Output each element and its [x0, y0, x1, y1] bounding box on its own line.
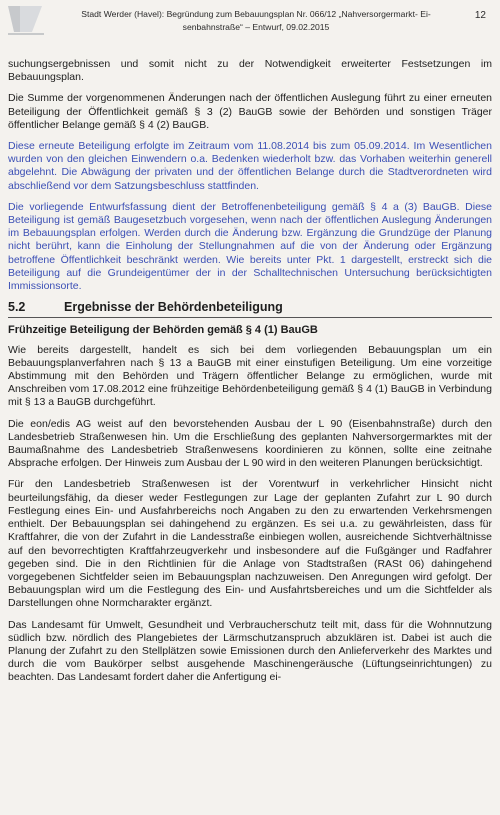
paragraph-highlighted: Die vorliegende Entwurfsfassung dient der Betroffenenbeteiligung gemäß § 4 a (3) BauGB. Diese Beteiligung ist gemäß Baugesetzbuch vorgesehen, wenn nach der öffentlichen Auslegung Änderungen im Bebauungsplan erfolgen. Werden durch die Änderung bzw. Ergänzung die Grundzüge der Planung nicht berührt, kann die Einholung der Stellungnahmen auf die von der Änderung oder Ergänzung betroffene Öffentlichkeit beschränkt werden. Wie bereits unter Pkt. 1 dargestellt, erstreckt sich die Beteiligung auf die Grundeigentümer der in der Schalltechnischen Untersuchung berücksichtigten Immissionsorte. [8, 200, 492, 293]
header-line-2: senbahnstraße“ – Entwurf, 09.02.2015 [182, 22, 330, 32]
paragraph-highlighted: Diese erneute Beteiligung erfolgte im Zeitraum vom 11.08.2014 bis zum 05.09.2014. Im Wesentlichen wurden von den gleichen Einwendern o.a. Bedenken wiederholt bzw. das Vorhaben weiterhin generell abgelehnt. Die Abwägung der privaten und der öffentlichen Belange durch die Stadtverordneten wird abschließend vor dem Satzungsbeschluss stattfinden. [8, 140, 492, 192]
section-number: 5.2 [8, 300, 26, 315]
paragraph: Das Landesamt für Umwelt, Gesundheit und Verbraucherschutz teilt mit, dass für die Wohnnutzung südlich bzw. nördlich des Plangebietes der Lärmschutzanspruch abzuklären ist. Dabei ist auch die Planung der Zufahrt zu den Stellplätzen sowie Emissionen durch den Anlieferverkehr des Marktes und durch die vom Baukörper selbst ausgehende Maschinengeräusche (Lüftungseinrichtungen) zu beachten. Das Landesamt fordert daher die Anfertigung ei- [8, 618, 492, 684]
paragraph: suchungsergebnissen und somit nicht zu der Notwendigkeit erweiterter Festsetzungen im Bebauungsplan. [8, 58, 492, 84]
subheading: Frühzeitige Beteiligung der Behörden gemäß § 4 (1) BauGB [8, 324, 318, 337]
document-body [8, 58, 492, 693]
paragraph: Die Summe der vorgenommenen Änderungen nach der öffentlichen Auslegung führt zu einer erneuten Beteiligung der Öffentlichkeit gemäß § 3 (2) BauGB sowie der Behörden und sonstigen Träger öffentlicher Belange gemäß § 4 (2) BauGB. [8, 92, 492, 131]
header-line-1: Stadt Werder (Havel): Begründung zum Bebauungsplan Nr. 066/12 „Nahversorgermarkt- Ei- [81, 9, 431, 19]
paragraph: Wie bereits dargestellt, handelt es sich bei dem vorliegenden Bebauungsplan um ein Bebauungsplanverfahren nach § 13 a BauGB mit einer einstufigen Beteiligung. Um eine vorzeitige Abstimmung mit den Behörden und Trägern öffentlicher Belange zu ermöglichen, wurde mit Anschreiben vom 17.08.2012 eine frühzeitige Behördenbeteiligung gemäß § 4 (1) BauGB in Verbindung mit § 13 a BauGB durchgeführt. [8, 343, 492, 409]
page-header [66, 8, 446, 34]
section-heading [8, 301, 492, 318]
paragraph: Für den Landesbetrieb Straßenwesen ist der Vorentwurf in verkehrlicher Hinsicht nicht beurteilungsfähig, da dieser weder Festlegungen zur Lage der geplanten Zufahrt zur L 90 durch Festlegung eines Ein- und Ausfahrbereichs noch Angaben zu den zu erwartenden Verkehrsmengen enthielt. Der Bebauungsplan sei dahingehend zu ergänzen. Es sei u.a. zu gewährleisten, dass für Kraftfahrer, die von der Zufahrt in die Landesstraße einbiegen wollen, ausreichende Sichtverhältnisse auf den bevorrechtigten Kraftfahrzeugverkehr und insbesondere auf die Fußgänger und Radfahrer gegeben sind. Die in den Richtlinien für die Anlage von Stadtstraßen (RASt 06) dahingehend vorgegebenen Sichtfelder seien im Bebauungsplan nachzuweisen. Den Anregungen wird gefolgt. Der Bebauungsplan wird um die Festlegung des Ein- und Ausfahrtsbereiches und um die Sichtfelder als Darstellungen ohne Normcharakter ergänzt. [8, 478, 492, 610]
paragraph: Die eon/edis AG weist auf den bevorstehenden Ausbau der L 90 (Eisenbahnstraße) durch den Landesbetrieb Straßenwesen hin. Um die Erschließung des geplanten Nahversorgermarktes mit der Baumaßnahme des Landesbetrieb Straßenwesens koordinieren zu können, sollte eine zeitnahe Absprache erfolgen. Der Hinweis zum Ausbau der L 90 wird in den weiteren Planungen berücksichtigt. [8, 417, 492, 470]
section-title: Ergebnisse der Behördenbeteiligung [64, 300, 283, 315]
stadt-werder-logo-icon [6, 2, 46, 36]
page-number: 12 [474, 10, 486, 21]
